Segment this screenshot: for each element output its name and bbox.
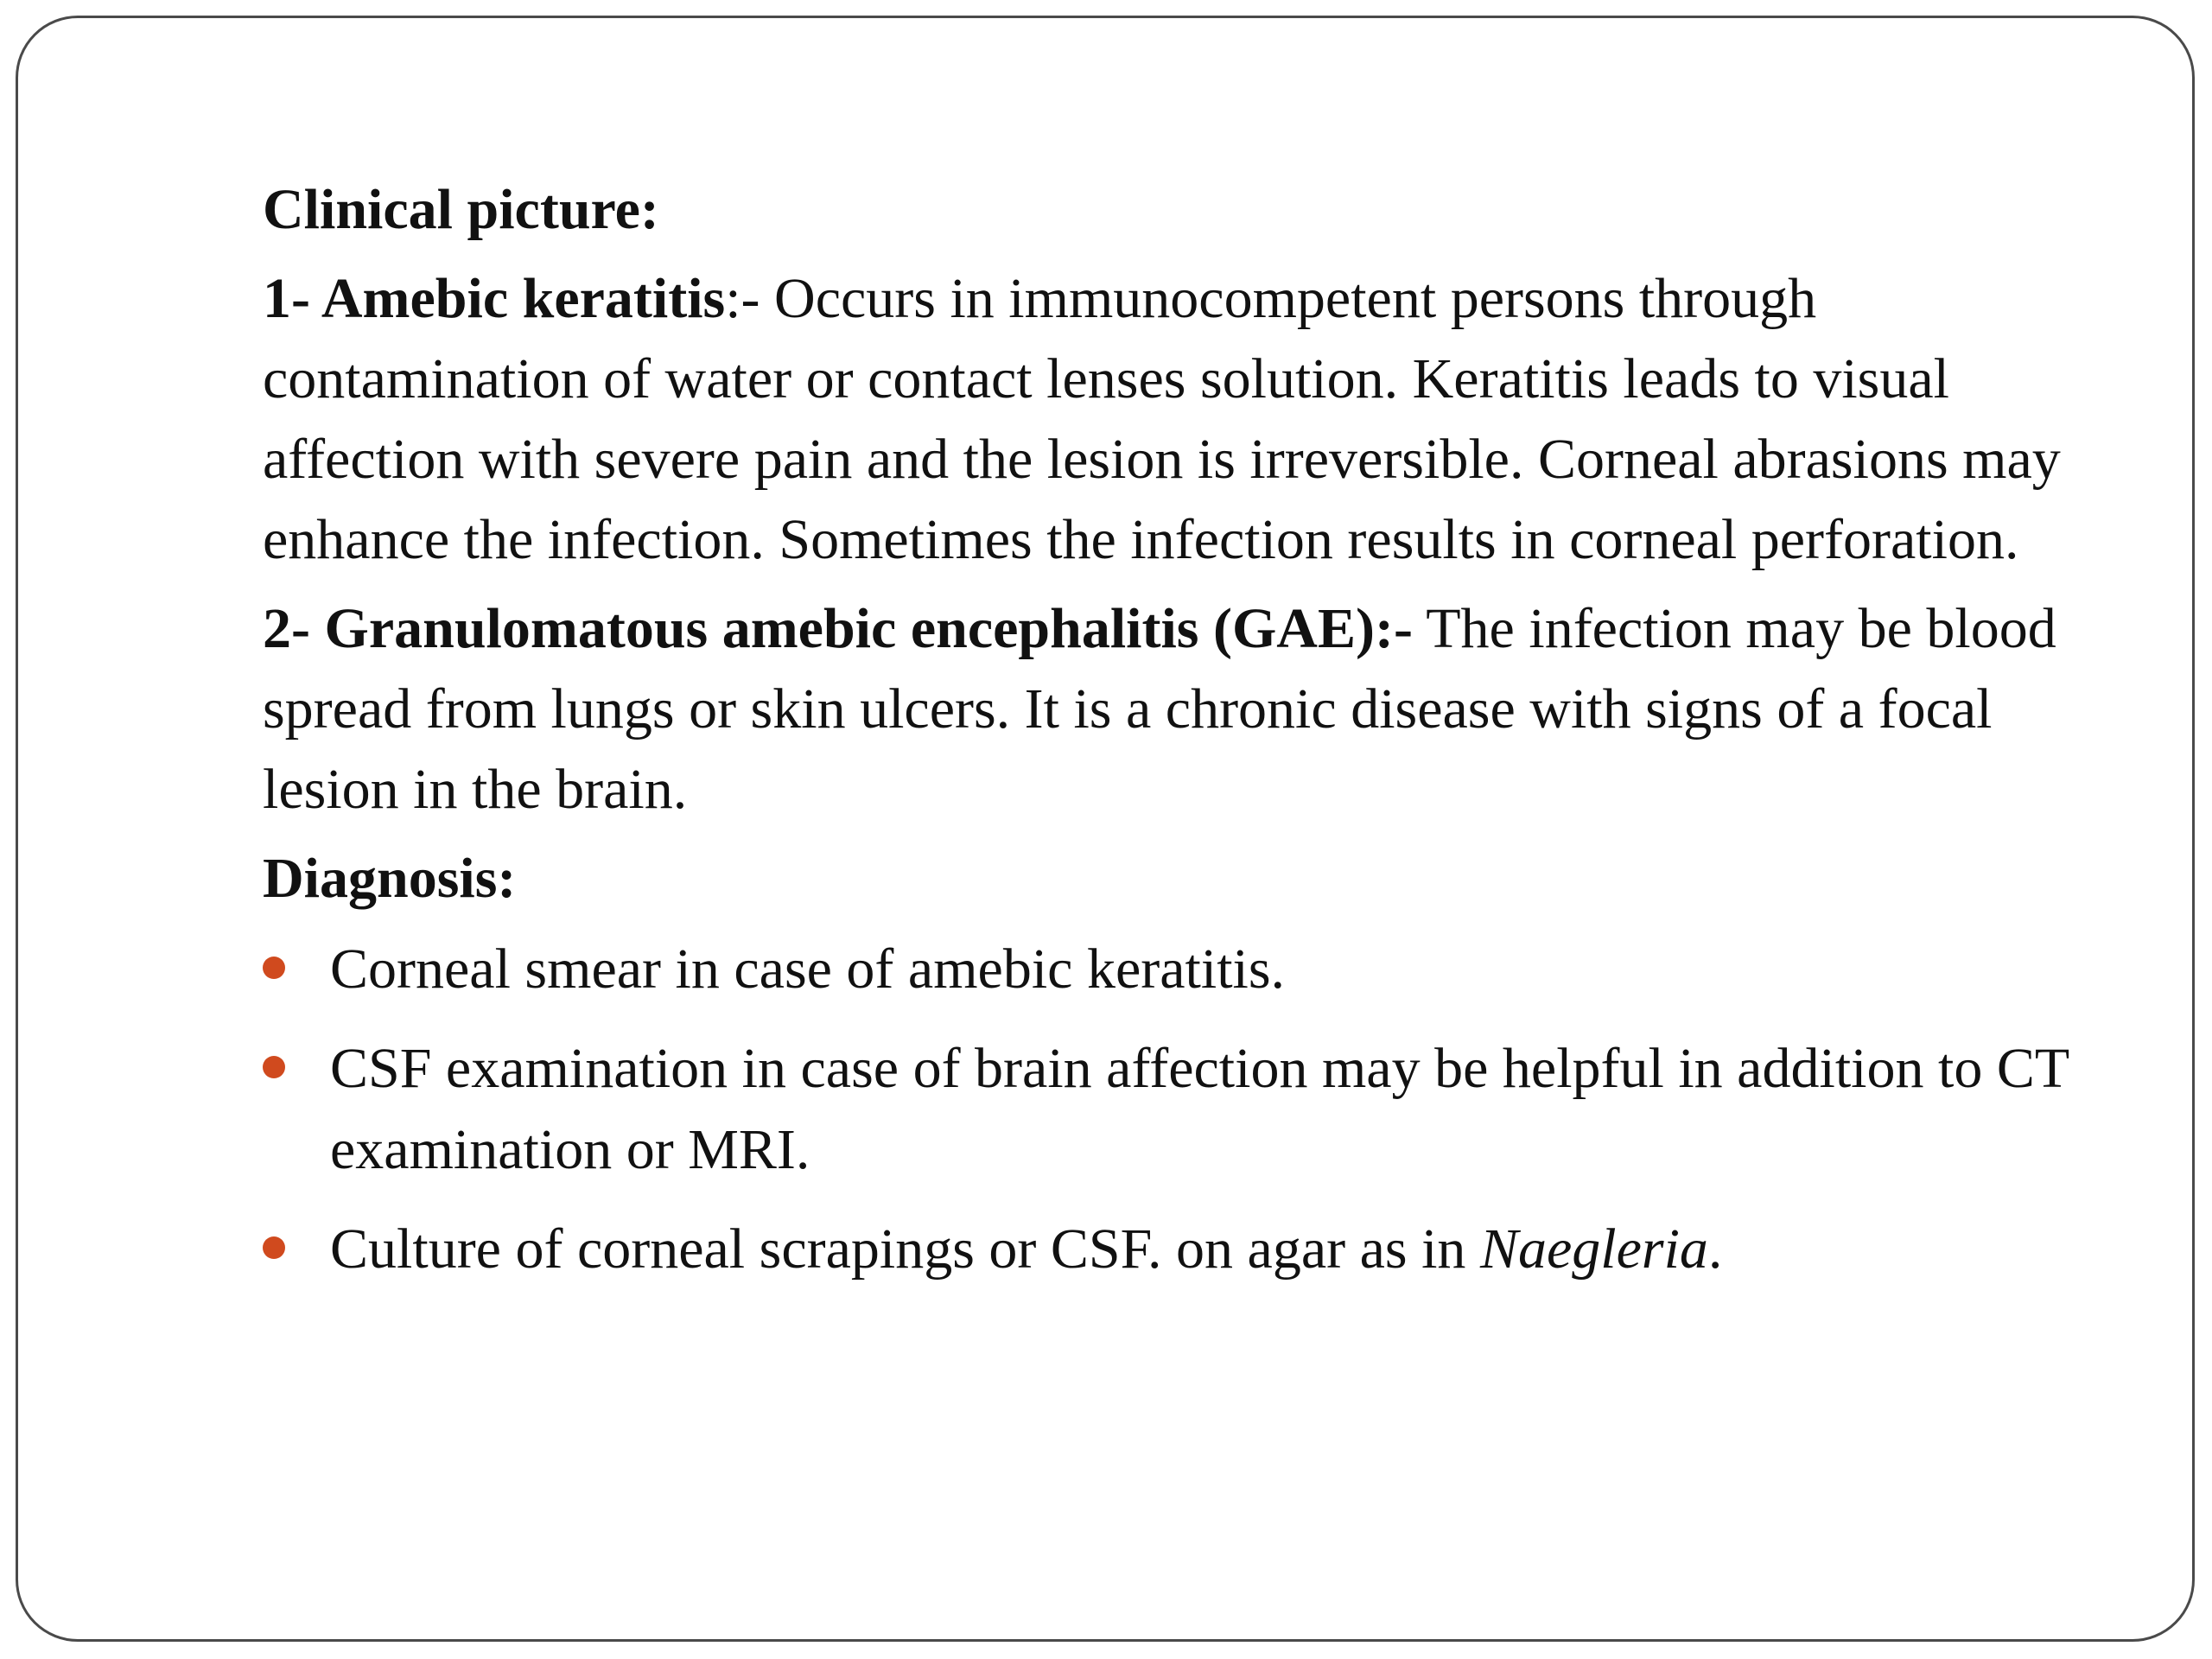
clinical-picture-heading: Clinical picture: (263, 178, 659, 241)
diagnosis-item-text-after: . (1707, 1217, 1723, 1281)
gae-lead: 2- Granulomatous amebic encephalitis (GAE):- (263, 597, 1413, 661)
amebic-keratitis-lead: 1- Amebic keratitis (263, 267, 726, 331)
naegleria-italic: Naegleria (1479, 1217, 1708, 1281)
diagnosis-item-csf-exam (263, 1028, 2103, 1189)
diagnosis-list (263, 929, 2103, 1288)
bullet-dot-icon (263, 957, 285, 979)
slide-content (263, 169, 2103, 1308)
amebic-keratitis-text: :- Occurs in immunocompetent persons through contamination of water or contact lenses solution. Keratitis leads to visual affection with severe pain and the lesion is irreversible. Corneal abrasions may enhance the infection. Sometimes the infection results in corneal perforation. (263, 267, 2061, 572)
diagnosis-item-corneal-smear (263, 929, 2103, 1009)
diagnosis-item-text: CSF examination in case of brain affection may be helpful in addition to CT examination or MRI. (330, 1037, 2069, 1181)
bullet-dot-icon (263, 1236, 285, 1259)
diagnosis-item-culture (263, 1209, 2103, 1289)
bullet-dot-icon (263, 1056, 285, 1078)
diagnosis-item-text-before: Culture of corneal scrapings or CSF. on agar as in (330, 1217, 1480, 1281)
amebic-keratitis-paragraph (263, 258, 2103, 580)
gae-paragraph (263, 588, 2103, 830)
diagnosis-item-text: Corneal smear in case of amebic keratitis. (330, 938, 1286, 1001)
gae-text: The infection may be blood spread from lungs or skin ulcers. It is a chronic disease with signs of a focal lesion in the brain. (263, 597, 2056, 822)
diagnosis-heading: Diagnosis: (263, 847, 517, 911)
slide-frame (16, 16, 2195, 1642)
